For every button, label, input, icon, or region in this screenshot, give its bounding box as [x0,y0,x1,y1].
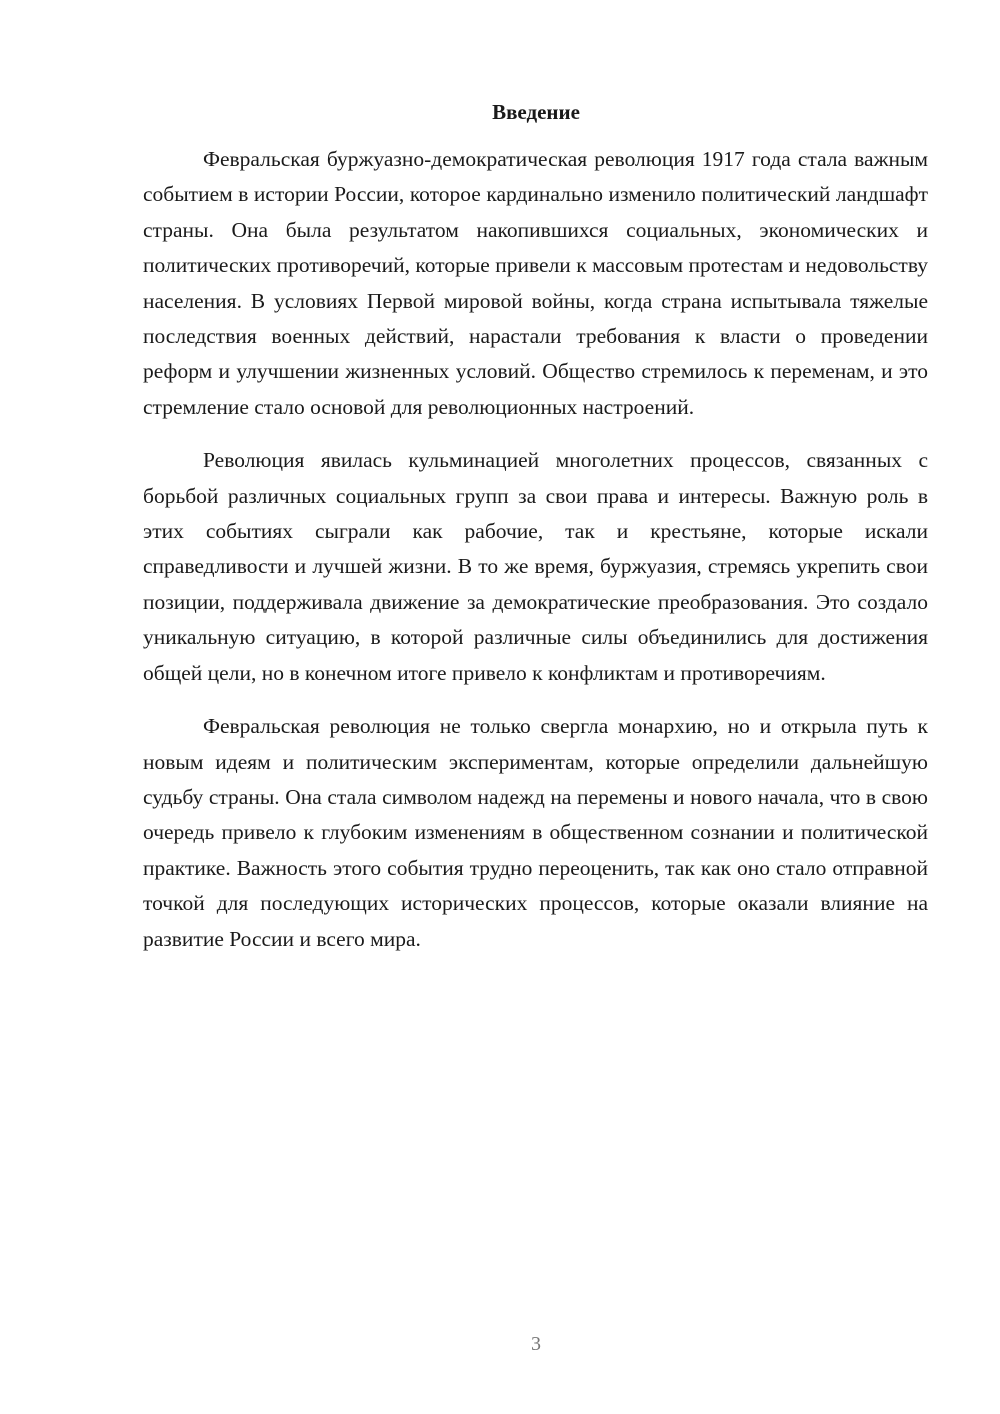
page-number: 3 [531,1333,541,1355]
paragraph-3: Февральская революция не только свергла монархию, но и открыла путь к новым идеям и политическим экспериментам, которые определили дальнейшую судьбу страны. Она стала символом надежд на перемены и нового начала, что в свою очередь привело к глубоким изменениям в общественном сознании и политической практике. Важность этого события трудно переоценить, так как оно стало отправной точкой для последующих исторических процессов, которые оказали влияние на развитие России и всего мира. [143,714,928,951]
section-title: Введение [492,100,580,124]
body-text [143,142,928,975]
paragraph-2: Революция явилась кульминацией многолетних процессов, связанных с борьбой различных социальных групп за свои права и интересы. Важную роль в этих событиях сыграли как рабочие, так и крестьяне, которые искали справедливости и лучшей жизни. В то же время, буржуазия, стремясь укрепить свои позиции, поддерживала движение за демократические преобразования. Это создало уникальную ситуацию, в которой различные силы объединились для достижения общей цели, но в конечном итоге привело к конфликтам и противоречиям. [143,448,928,685]
paragraph-1: Февральская буржуазно-демократическая революция 1917 года стала важным событием в истории России, которое кардинально изменило политический ландшафт страны. Она была результатом накопившихся социальных, экономических и политических противоречий, которые привели к массовым протестам и недовольству населения. В условиях Первой мировой войны, когда страна испытывала тяжелые последствия военных действий, нарастали требования к власти о проведении реформ и улучшении жизненных условий. Общество стремилось к переменам, и это стремление стало основой для революционных настроений. [143,147,928,419]
